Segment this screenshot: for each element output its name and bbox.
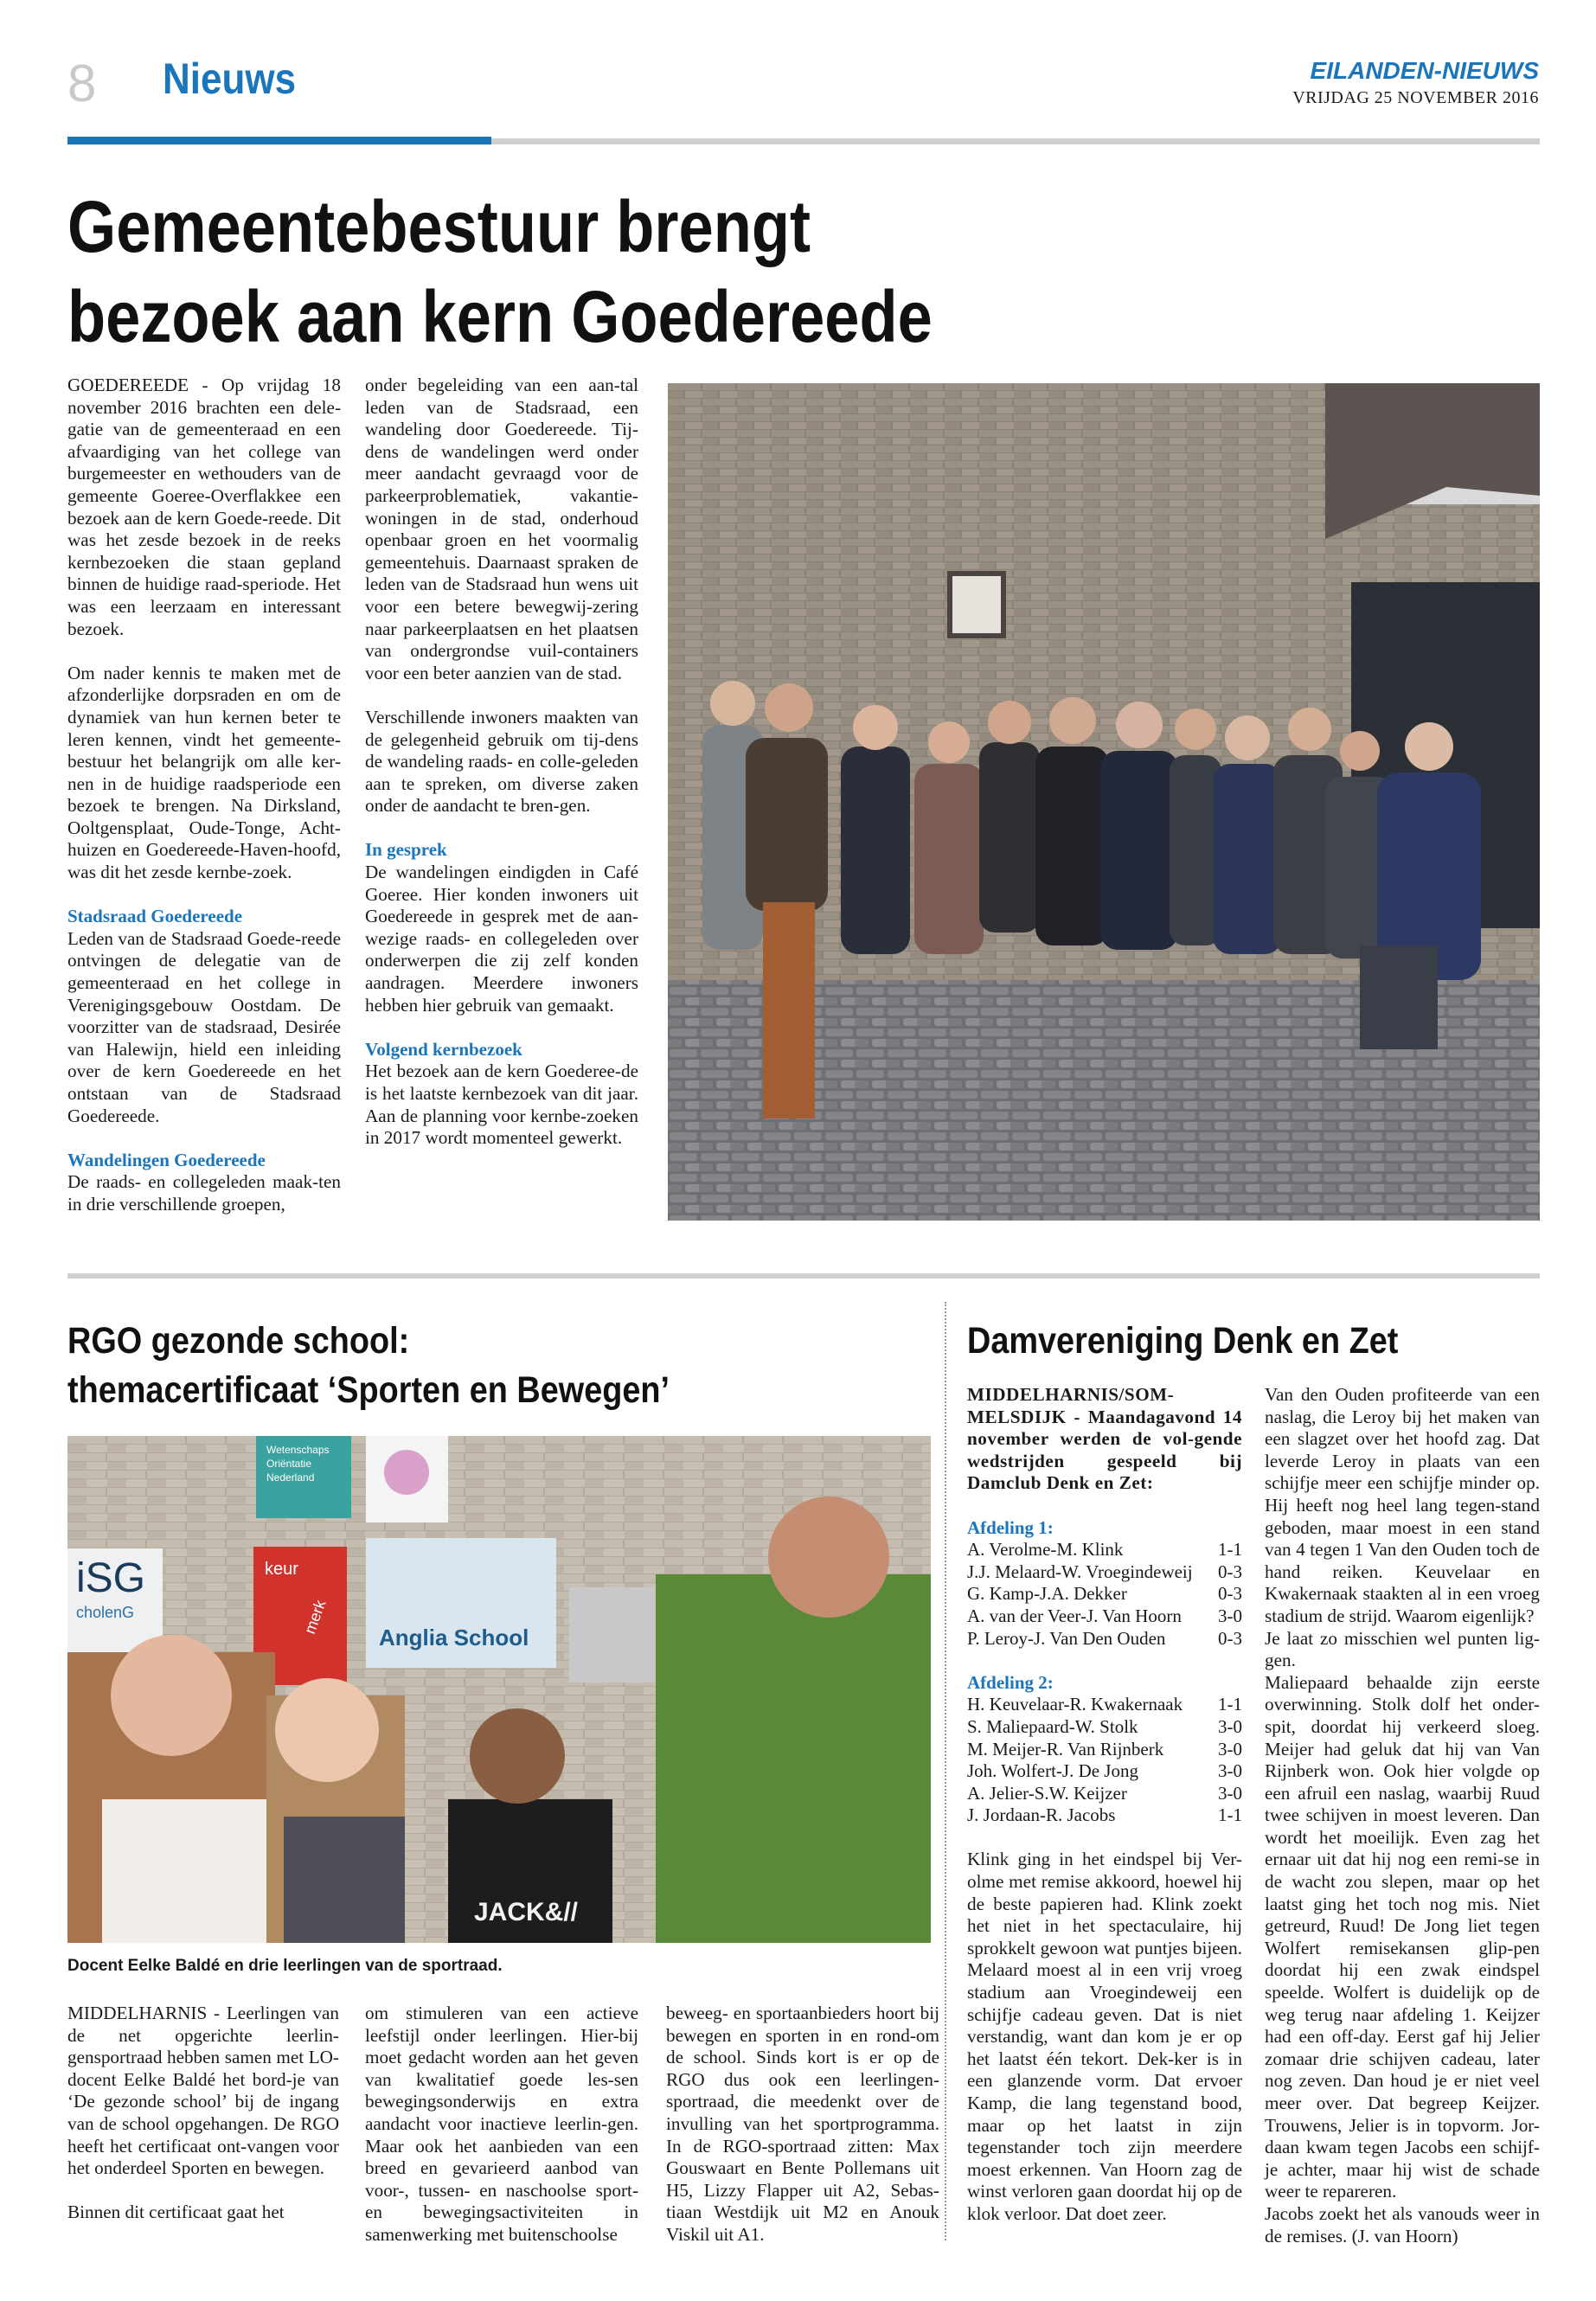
body-paragraph: Maliepaard behaalde zijn eerste overwinning. Stolk dolf het onder-spit, doordat hij verkeerd sloeg. Meijer had geluk dat hij van Van Rijnberk won. Ook hier volgde op een afruil een naslag, waarbij Ruud twee schijven in moest leveren. Dan wordt het moeilijk. Even zag het ernaar uit dat hij nog een remi-se in de wacht zou slepen, maar op het laatst ging het toch nog mis. Niet getreurd, Ruud! De Jong liet tegen Wolfert remisekansen glip-pen doordat hij een zwak eindspel speelde. Wolfert is duidelijk op de weg terug naar afdeling 1. Keijzer had een off-day. Eerst gaf hij Jelier zomaar drie schijven cadeau, later nog zeven. Dan houd je er niet veel meer over. Dat begreep Keijzer. Trouwens, Jelier is in topvorm. Jor-daan kwam tegen Jacobs een schijf-je achter, maar hij wist de schade weer te repareren.	[1265, 1671, 1540, 2202]
score: 0-3	[1218, 1583, 1242, 1605]
body-paragraph: Het bezoek aan de kern Goederee-de is het laatste kernbezoek van dit jaar. Aan de planning voor kernbe-zoeken in 2017 wordt momenteel gewerkt.	[365, 1061, 638, 1149]
score: 3-0	[1218, 1605, 1242, 1626]
match: H. Keuvelaar-R. Kwakernaak	[967, 1694, 1183, 1715]
match: Joh. Wolfert-J. De Jong	[967, 1760, 1138, 1782]
keurmerk-sign: keur	[265, 1560, 298, 1579]
match: J. Jordaan-R. Jacobs	[967, 1804, 1116, 1826]
match: A. Jelier-S.W. Keijzer	[967, 1782, 1127, 1804]
body-paragraph: De wandelingen eindigden in Café Goeree. Hier konden inwoners uit Goedereede in gesprek met de aan-wezige raads- en collegeleden over onderwerpen die zij zelf konden aandragen. Meerdere inwoners hebben hier gebruik van gemaakt.	[365, 862, 638, 1016]
body-paragraph: Leden van de Stadsraad Goede-reede ontvingen de delegatie van de gemeenteraad en het college in Verenigingsgebouw Oostdam. De voorzitter van de stadsraad, Desirée van Halewijn, hield een inleiding over de kern Goedereede en het ontstaan van de Stadsraad Goedereede.	[67, 927, 341, 1126]
article3-column-2	[1265, 1384, 1540, 2247]
article1-headline	[67, 182, 945, 362]
article1-column-2	[365, 375, 638, 1171]
wetenschaps-sign-line: Wetenschaps	[266, 1444, 330, 1456]
body-paragraph: GOEDEREEDE - Op vrijdag 18 november 2016 brachten een dele-gatie van de gemeenteraad en een afvaardiging van het college van burgemeester en wethouders van de gemeente Goeree-Overflakkee een bezoek aan de kern Goede-reede. Dit was het zesde bezoek in de reeks kernbezoeken die staan gepland binnen de huidige raad-speriode. Het was een leerzaam en interessant bezoek.	[67, 375, 341, 639]
body-paragraph: om stimuleren van een actieve leefstijl onder leerlingen. Hier-bij moet gedacht worden aan het geven van kwalitatief goede les-sen bewegingsonderwijs en extra aandacht voor inactieve leerlin-gen. Maar ook het aanbieden van een breed en gevarieerd aanbod van voor-, tussen- en naschoolse sport- en bewegingsactiviteiten in samenwerking met buitenschoolse	[365, 2003, 638, 2245]
match: G. Kamp-J.A. Dekker	[967, 1583, 1127, 1605]
subheading: Stadsraad Goedereede	[67, 906, 243, 927]
article2-column-2	[365, 2003, 638, 2268]
result-row	[967, 1804, 1242, 1827]
subheading: In gesprek	[365, 839, 447, 861]
score: 3-0	[1218, 1760, 1242, 1782]
score: 0-3	[1218, 1627, 1242, 1649]
subheading: Afdeling 2:	[967, 1671, 1054, 1693]
result-row	[967, 1606, 1242, 1628]
result-row	[967, 1716, 1242, 1739]
body-paragraph: MIDDELHARNIS - Leerlingen van de net opgerichte leerlin-gensportraad hebben samen met LO-docent Eelke Baldé het bord-je van ‘De gezonde school’ bij de ingang van de school opgehangen. De RGO heeft het certificaat ont-vangen voor het onderdeel Sporten en bewegen.	[67, 2003, 339, 2179]
score: 3-0	[1218, 1782, 1242, 1804]
match: S. Maliepaard-W. Stolk	[967, 1715, 1138, 1737]
headline-line-2: bezoek aan kern Goedereede	[67, 276, 933, 357]
column-divider	[945, 1302, 948, 2240]
body-paragraph: Verschillende inwoners maakten van de gelegenheid gebruik om tij-dens de wandeling raads- en colle-geleden aan te spreken, om diverse zaken onder de aandacht te bren-gen.	[365, 706, 638, 817]
newspaper-logo: EILANDEN-NIEUWS	[1310, 57, 1539, 84]
section-divider	[67, 1273, 1540, 1279]
result-row	[967, 1783, 1242, 1805]
headline-line-2: themacertificaat ‘Sporten en Bewegen’	[67, 1369, 670, 1411]
body-paragraph: beweeg- en sportaanbieders hoort bij bewegen en sporten in en rond-om de school. Sinds kort is er op de RGO dus ook een leerlingen-sportraad, die meedenkt over de invulling van het sportprogramma. In de RGO-sportraad zitten: Max Gouswaart en Bente Pollemans uit H5, Lizzy Flapper uit A2, Sebas-tiaan Westdijk uit M2 en Anouk Viskil uit A1.	[666, 2003, 939, 2245]
wetenschaps-sign-line: Nederland	[266, 1471, 315, 1484]
body-paragraph: Jacobs zoekt het als vanouds weer in de remises. (J. van Hoorn)	[1265, 2202, 1540, 2247]
subheading: Afdeling 1:	[967, 1516, 1054, 1538]
page-number: 8	[67, 54, 97, 112]
score: 1-1	[1218, 1539, 1242, 1561]
match: P. Leroy-J. Van Den Ouden	[967, 1627, 1166, 1649]
body-paragraph: De raads- en collegeleden maak-ten in drie verschillende groepen,	[67, 1171, 341, 1215]
lead-paragraph: MIDDELHARNIS/SOM-MELSDIJK - Maandagavond 14 november werden de vol-gende wedstrijden gespeeld bij Damclub Denk en Zet:	[967, 1384, 1242, 1494]
score: 3-0	[1218, 1738, 1242, 1759]
results-afdeling-1	[967, 1539, 1242, 1650]
result-row	[967, 1760, 1242, 1783]
group-photo-illustration	[668, 383, 1540, 1221]
result-row	[967, 1628, 1242, 1650]
headline-line-1: Gemeentebestuur brengt	[67, 186, 811, 267]
photo-caption: Docent Eelke Baldé en drie leerlingen van de sportraad.	[67, 1957, 503, 1975]
isg-sign: iSG	[76, 1555, 146, 1601]
result-row	[967, 1561, 1242, 1584]
article2-column-1	[67, 2003, 339, 2247]
isg-sign-subtitle: cholenG	[76, 1604, 135, 1621]
match: M. Meijer-R. Van Rijnberk	[967, 1738, 1164, 1759]
results-afdeling-2	[967, 1694, 1242, 1827]
school-photo	[67, 1436, 931, 1943]
headline-line-1: RGO gezonde school:	[67, 1320, 410, 1362]
score: 0-3	[1218, 1561, 1242, 1582]
score: 1-1	[1218, 1804, 1242, 1826]
article2-column-3	[666, 2003, 939, 2268]
result-row	[967, 1539, 1242, 1561]
subheading: Wandelingen Goedereede	[67, 1149, 266, 1170]
header-accent-rule	[67, 137, 491, 144]
score: 3-0	[1218, 1715, 1242, 1737]
result-row	[967, 1583, 1242, 1606]
match: A. Verolme-M. Klink	[967, 1539, 1124, 1561]
body-paragraph: Van den Ouden profiteerde van een naslag, die Leroy bij het maken van een slagzet over het hoofd zag. Dat leverde Leroy in plaats van een schijfje meer een schijfje minder op. Hij heeft nog heel lang tegen-stand geboden, maar moest in een stand van 4 tegen 1 Van den Ouden toch de hand reiken. Keuvelaar en Kwakernaak staakten al in een vroeg stadium de strijd. Waarom eigenlijk?	[1265, 1384, 1540, 1626]
shirt-print: JACK&//	[474, 1898, 579, 1926]
article3-column-1	[967, 1384, 1242, 2247]
subheading: Volgend kernbezoek	[365, 1038, 522, 1060]
result-row	[967, 1739, 1242, 1761]
body-paragraph: Binnen dit certificaat gaat het	[67, 2202, 285, 2223]
wetenschaps-sign-line: Oriëntatie	[266, 1458, 312, 1470]
school-photo-illustration	[67, 1436, 931, 1943]
anglia-sign: Anglia School	[379, 1625, 529, 1650]
result-row	[967, 1694, 1242, 1716]
score: 1-1	[1218, 1694, 1242, 1715]
article3-headline: Damvereniging Denk en Zet	[967, 1320, 1399, 1362]
article2-headline	[67, 1317, 670, 1415]
article1-column-1	[67, 375, 341, 1238]
body-paragraph: Klink ging in het eindspel bij Ver-olme met remise akkoord, hoewel hij de beste papieren had. Klink zoekt het niet in het spectaculaire, hij sprokkelt gewoon wat puntjes bijeen. Melaard moest al in een vrij vroeg stadium aan Vroegindeweij een schijfje cadeau geven. Dat is niet verstandig, want dan kom je er op het laatst één tekort. Dek-ker is in een glanzende vorm. Dat ervoer Kamp, die lang tegenstand bood, maar op het laatst in zijn tegenstander toch zijn meerdere moest erkennen. Van Hoorn zag de winst verloren gaan doordat hij op de klok verloor. Dat doet zeer.	[967, 1849, 1242, 2224]
match: J.J. Melaard-W. Vroegindeweij	[967, 1561, 1193, 1582]
issue-date: VRIJDAG 25 NOVEMBER 2016	[1292, 88, 1539, 107]
keurmerk-sign-merk: merk	[300, 1597, 330, 1637]
match: A. van der Veer-J. Van Hoorn	[967, 1605, 1182, 1626]
body-paragraph: onder begeleiding van een aan-tal leden van de Stadsraad, een wandeling door Goedereede. Tij-dens de wandelingen werd onder meer aandacht gevraagd voor de parkeerproblematiek, vakantie-woningen in de stad, onderhoud openbaar groen en het voormalig gemeentehuis. Daarnaast spraken de leden van de Stadsraad hun wens uit voor een betere bewegwij-zering naar parkeerplaatsen en het plaatsen van ondergrondse vuil-containers voor een beter aanzien van de stad.	[365, 375, 638, 683]
group-photo	[668, 383, 1540, 1221]
section-title: Nieuws	[163, 54, 297, 103]
body-paragraph: Je laat zo misschien wel punten lig-gen.	[1265, 1627, 1540, 1671]
body-paragraph: Om nader kennis te maken met de afzonderlijke dorpsraden en om de dynamiek van hun kernen beter te leren kennen, vindt het gemeente-bestuur het belangrijk om alle ker-nen in de huidige raadsperiode een bezoek te brengen. Na Dirksland, Ooltgensplaat, Oude-Tonge, Acht-huizen en Goedereede-Haven-hoofd, was dit het zesde kernbe-zoek.	[67, 662, 341, 883]
